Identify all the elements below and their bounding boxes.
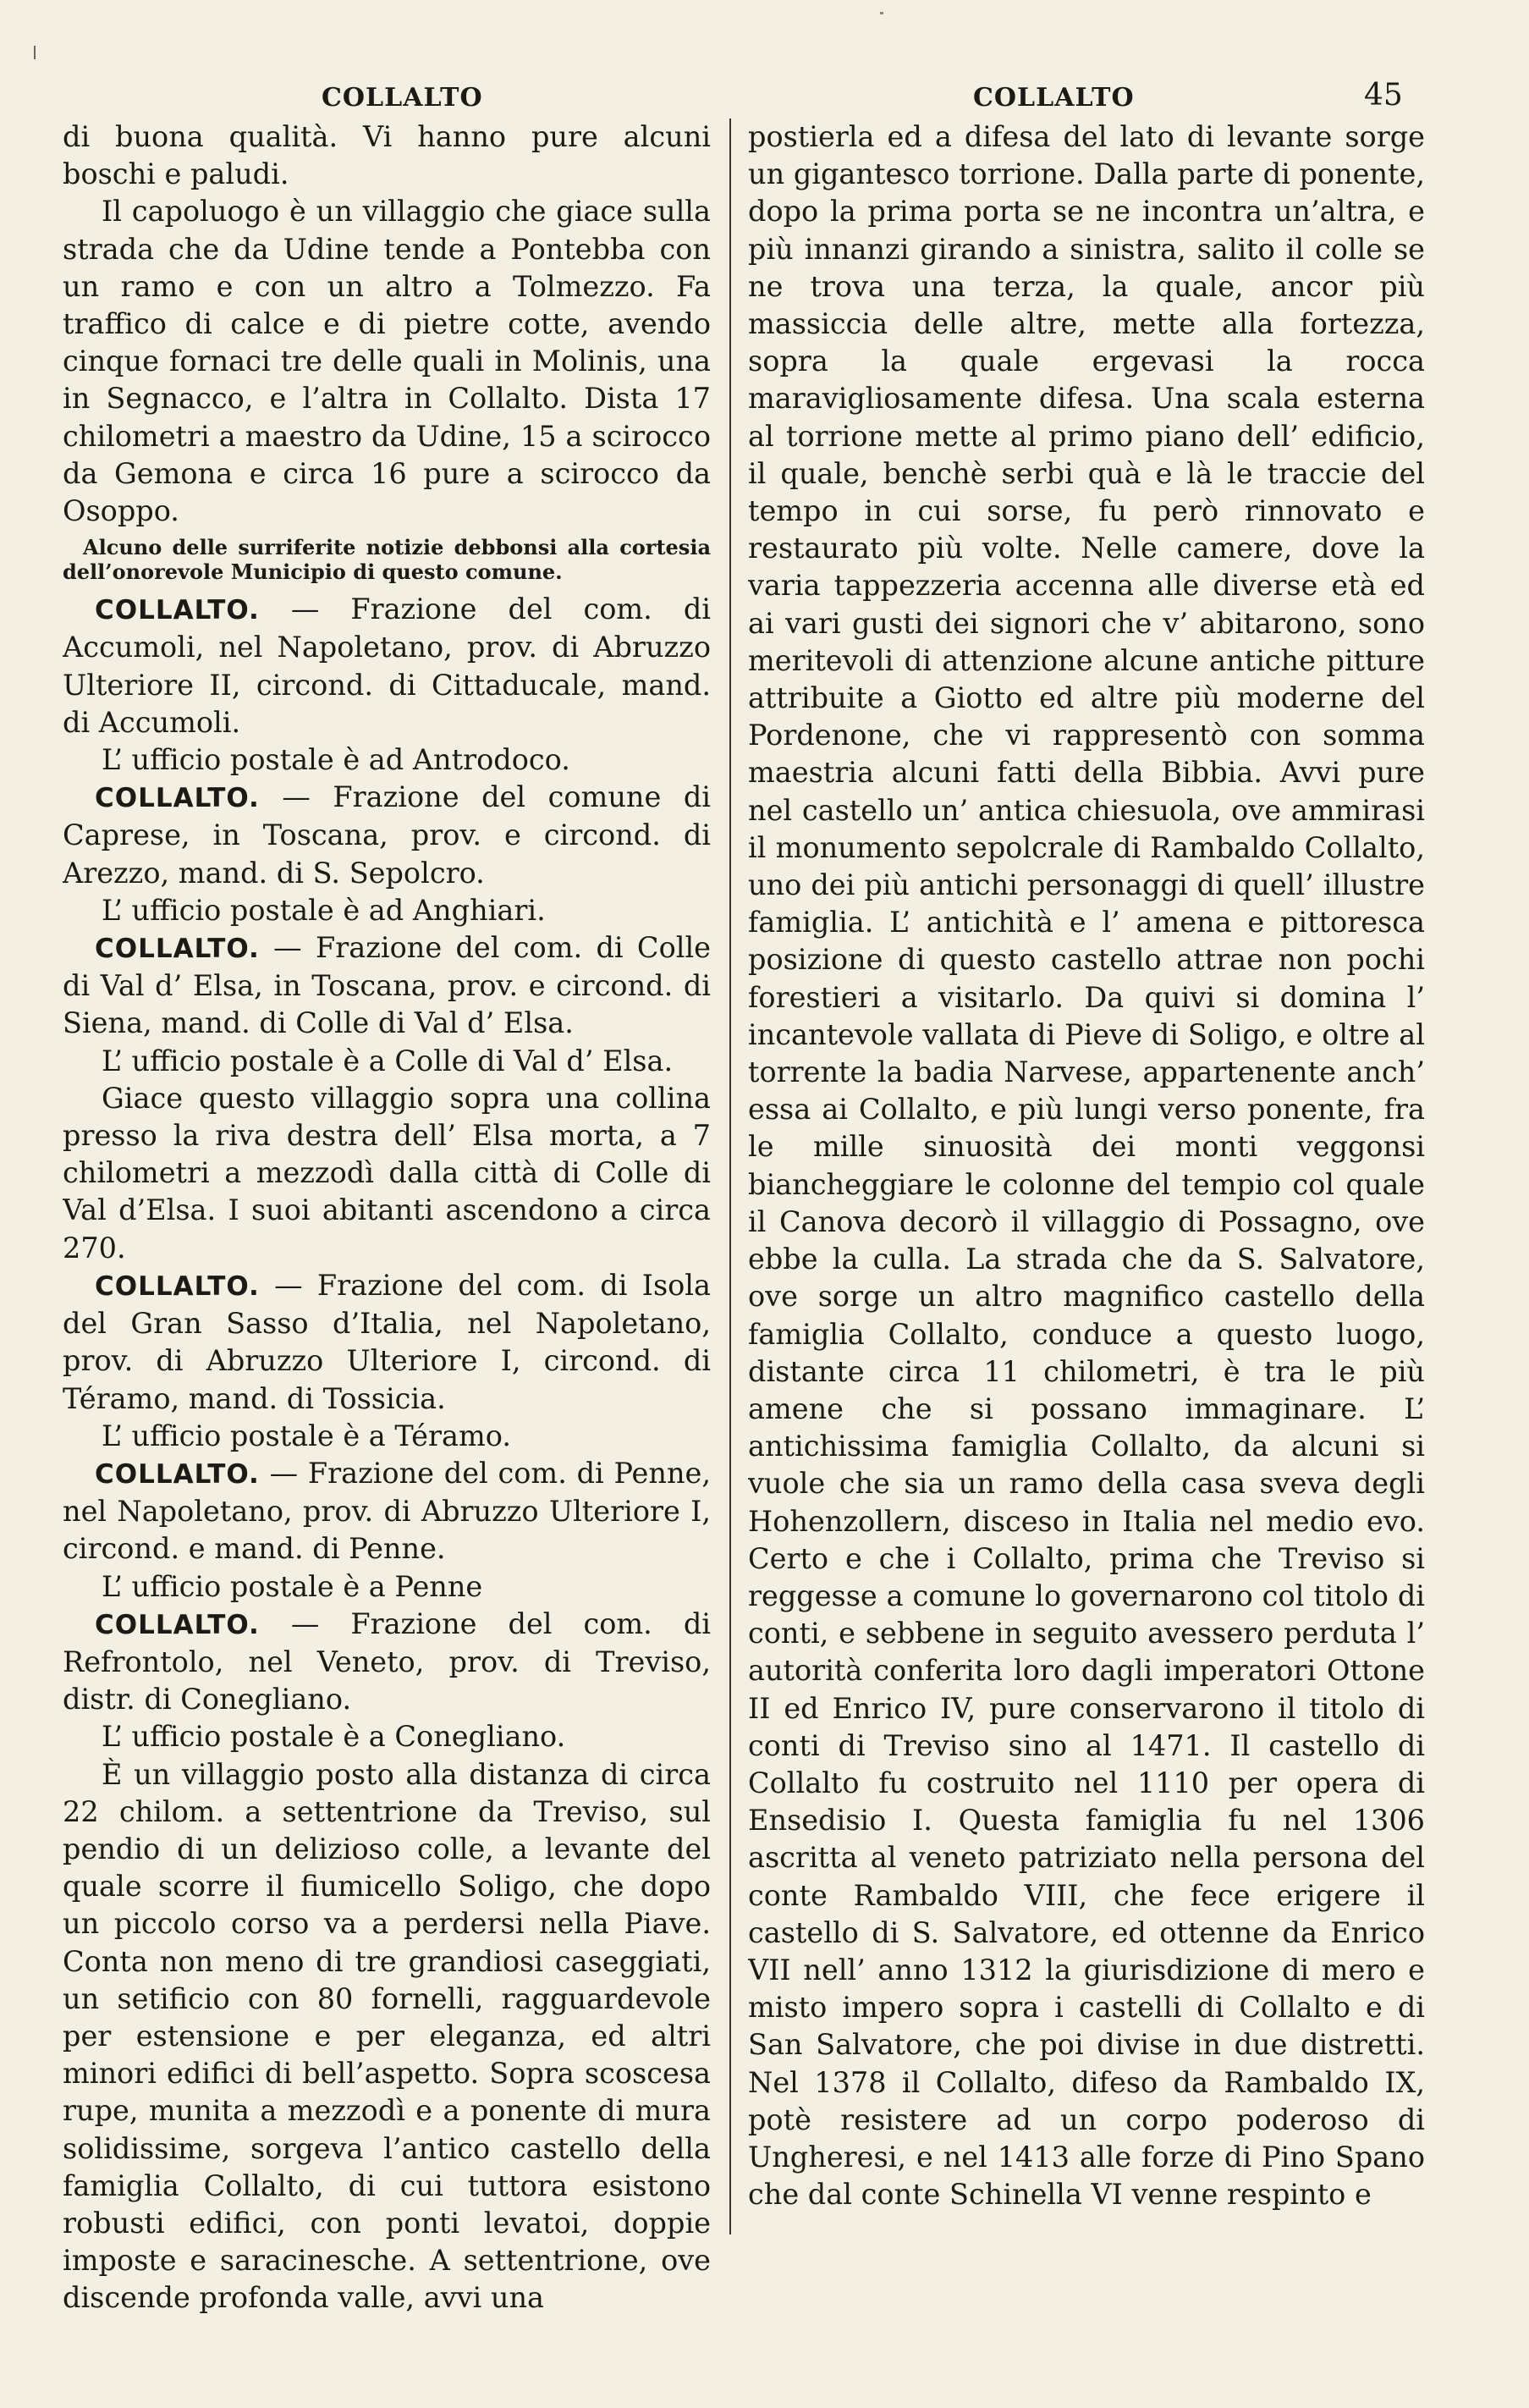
headword: COLLALTO. bbox=[95, 595, 260, 626]
postal-office: L’ ufficio postale è ad Anghiari. bbox=[102, 893, 546, 927]
entry bbox=[63, 1455, 711, 1568]
entry-text: — Frazione del com. di Isola del Gran Sasso d’Italia, nel Napoletano, prov. di Abruzzo Ulteriore I, circond. di Téramo, mand. di Tossicia. bbox=[63, 1268, 711, 1415]
postal-office: L’ ufficio postale è a Colle di Val d’ Elsa. bbox=[102, 1044, 674, 1077]
entry bbox=[63, 779, 711, 892]
paragraph: È un villaggio posto alla distanza di circa 22 chilom. a settentrione da Treviso, sul pendio di un delizioso colle, a levante del quale scorre il fiumicello Soligo, che dopo un piccolo corso va a perdersi nella Piave. Conta non meno di tre grandiosi caseggiati, un setificio con 80 fornelli, ragguardevole per estensione e per eleganza, ed altri minori edifici di bell’aspetto. Sopra scoscesa rupe, munita a mezzodì e a ponente di mura solidissime, sorgeva l’antico castello della famiglia Collalto, di cui tuttora esistono robusti edifici, con ponti levatoi, doppie imposte e saracinesche. A settentrione, ove discende profonda valle, avvi una bbox=[63, 1757, 711, 2315]
headword: COLLALTO. bbox=[95, 934, 260, 965]
running-head-right: COLLALTO bbox=[973, 83, 1135, 113]
entry bbox=[63, 1606, 711, 1719]
right-column bbox=[748, 118, 1425, 2328]
page-number: 45 bbox=[1364, 78, 1403, 113]
entry-text: — Frazione del comune di Caprese, in Toscana, prov. e circond. di Arezzo, mand. di S. Sepolcro. bbox=[63, 780, 711, 890]
running-head-left: COLLALTO bbox=[322, 83, 483, 113]
postal-office: L’ ufficio postale è ad Antrodoco. bbox=[102, 743, 570, 777]
entry bbox=[63, 929, 711, 1043]
headword: COLLALTO. bbox=[95, 1458, 260, 1490]
headword: COLLALTO. bbox=[95, 783, 260, 814]
footnote: Alcuno delle surriferite notizie debbonsi alla cortesia dell’onorevole Municipio di questo comune. bbox=[63, 535, 711, 585]
print-speck bbox=[880, 12, 883, 14]
postal-office: L’ ufficio postale è a Conegliano. bbox=[102, 1720, 566, 1754]
entry bbox=[63, 1267, 711, 1418]
paragraph: postierla ed a difesa del lato di levante sorge un gigantesco torrione. Dalla parte di ponente, dopo la prima porta se ne incontra un’altra, e più innanzi girando a sinistra, salito il colle se ne trova una terza, la quale, ancor più massiccia delle altre, mette alla fortezza, sopra la quale ergevasi la rocca maravigliosamente difesa. Una scala esterna al torrione mette al primo piano dell’ edificio, il quale, benchè serbi quà e là le traccie del tempo in cui sorse, fu però rinnovato e restaurato più volte. Nelle camere, dove la varia tappezzeria accenna alle diverse età ed ai vari gusti dei signori che v’ abitarono, sono meritevoli di attenzione alcune antiche pitture attribuite a Giotto ed altre più moderne del Pordenone, che vi rappresentò con somma maestria alcuni fatti della Bibbia. Avvi pure nel castello un’ antica chiesuola, ove ammirasi il monumento sepolcrale di Rambaldo Collalto, uno dei più antichi personaggi di quell’ illustre famiglia. L’ antichità e l’ amena e pittoresca posizione di questo castello attrae non pochi forestieri a visitarlo. Da quivi si domina l’ incantevole vallata di Pieve di Soligo, e oltre al torrente la badia Narvese, appartenente anch’ essa ai Collalto, e più lungi verso ponente, fra le mille sinuosità dei monti veggonsi biancheggiare le colonne del tempio col quale il Canova decorò il villaggio di Possagno, ove ebbe la culla. La strada che da S. Salvatore, ove sorge un altro magnifico castello della famiglia Collalto, conduce a questo luogo, distante circa 11 chilometri, è tra le più amene che si possano immaginare. L’ antichissima famiglia Collalto, da alcuni si vuole che sia un ramo della casa sveva degli Hohenzollern, disceso in Italia nel medio evo. Certo e che i Collalto, prima che Treviso si reggesse a comune lo governarono col titolo di conti, e sebbene in seguito avessero perduta l’ autorità conferita loro dagli imperatori Ottone II ed Enrico IV, pure conservarono il titolo di conti di Treviso sino al 1471. Il castello di Collalto fu costruito nel 1110 per opera di Ensedisio I. Questa famiglia fu nel 1306 ascritta al veneto patriziato nella persona del conte Rambaldo VIII, che fece erigere il castello di S. Salvatore, ed ottenne da Enrico VII nell’ anno 1312 la giurisdizione di mero e misto impero sopra i castelli di Collalto e di San Salvatore, che poi divise in due distretti. Nel 1378 il Collalto, difeso da Rambaldo IX, potè resistere ad un corpo poderoso di Ungheresi, e nel 1413 alle forze di Pino Spano che dal conte Schinella VI venne respinto e bbox=[748, 120, 1425, 2212]
postal-office: L’ ufficio postale è a Penne bbox=[102, 1569, 483, 1603]
entry bbox=[63, 591, 711, 741]
entry-text: — Frazione del com. di Refrontolo, nel Veneto, prov. di Treviso, distr. di Conegliano. bbox=[63, 1606, 711, 1716]
margin-mark bbox=[34, 46, 36, 59]
entry-text: — Frazione del com. di Accumoli, nel Napoletano, prov. di Abruzzo Ulteriore II, circond. di Cittaducale, mand. di Accumoli. bbox=[63, 592, 711, 739]
paragraph: Giace questo villaggio sopra una collina presso la riva destra dell’ Elsa morta, a 7 chilometri a mezzodì dalla città di Colle di Val d’Elsa. I suoi abitanti ascendono a circa 270. bbox=[63, 1081, 711, 1265]
paragraph: Il capoluogo è un villaggio che giace sulla strada che da Udine tende a Pontebba con un ramo e con un altro a Tolmezzo. Fa traffico di calce e di pietre cotte, avendo cinque fornaci tre delle quali in Molinis, una in Segnacco, e l’altra in Collalto. Dista 17 chilometri a maestro da Udine, 15 a scirocco da Gemona e circa 16 pure a scirocco da Osoppo. bbox=[63, 195, 711, 528]
postal-office: L’ ufficio postale è a Téramo. bbox=[102, 1419, 511, 1452]
headword: COLLALTO. bbox=[95, 1609, 260, 1640]
column-rule bbox=[729, 118, 731, 2234]
left-column bbox=[63, 118, 711, 2328]
paragraph: di buona qualità. Vi hanno pure alcuni boschi e paludi. bbox=[63, 120, 711, 191]
headword: COLLALTO. bbox=[95, 1270, 260, 1302]
entry-text: — Frazione del com. di Colle di Val d’ Elsa, in Toscana, prov. e circond. di Siena, mand. di Colle di Val d’ Elsa. bbox=[63, 931, 711, 1040]
entry-text: — Frazione del com. di Penne, nel Napoletano, prov. di Abruzzo Ulteriore I, circond. e mand. di Penne. bbox=[63, 1456, 711, 1566]
